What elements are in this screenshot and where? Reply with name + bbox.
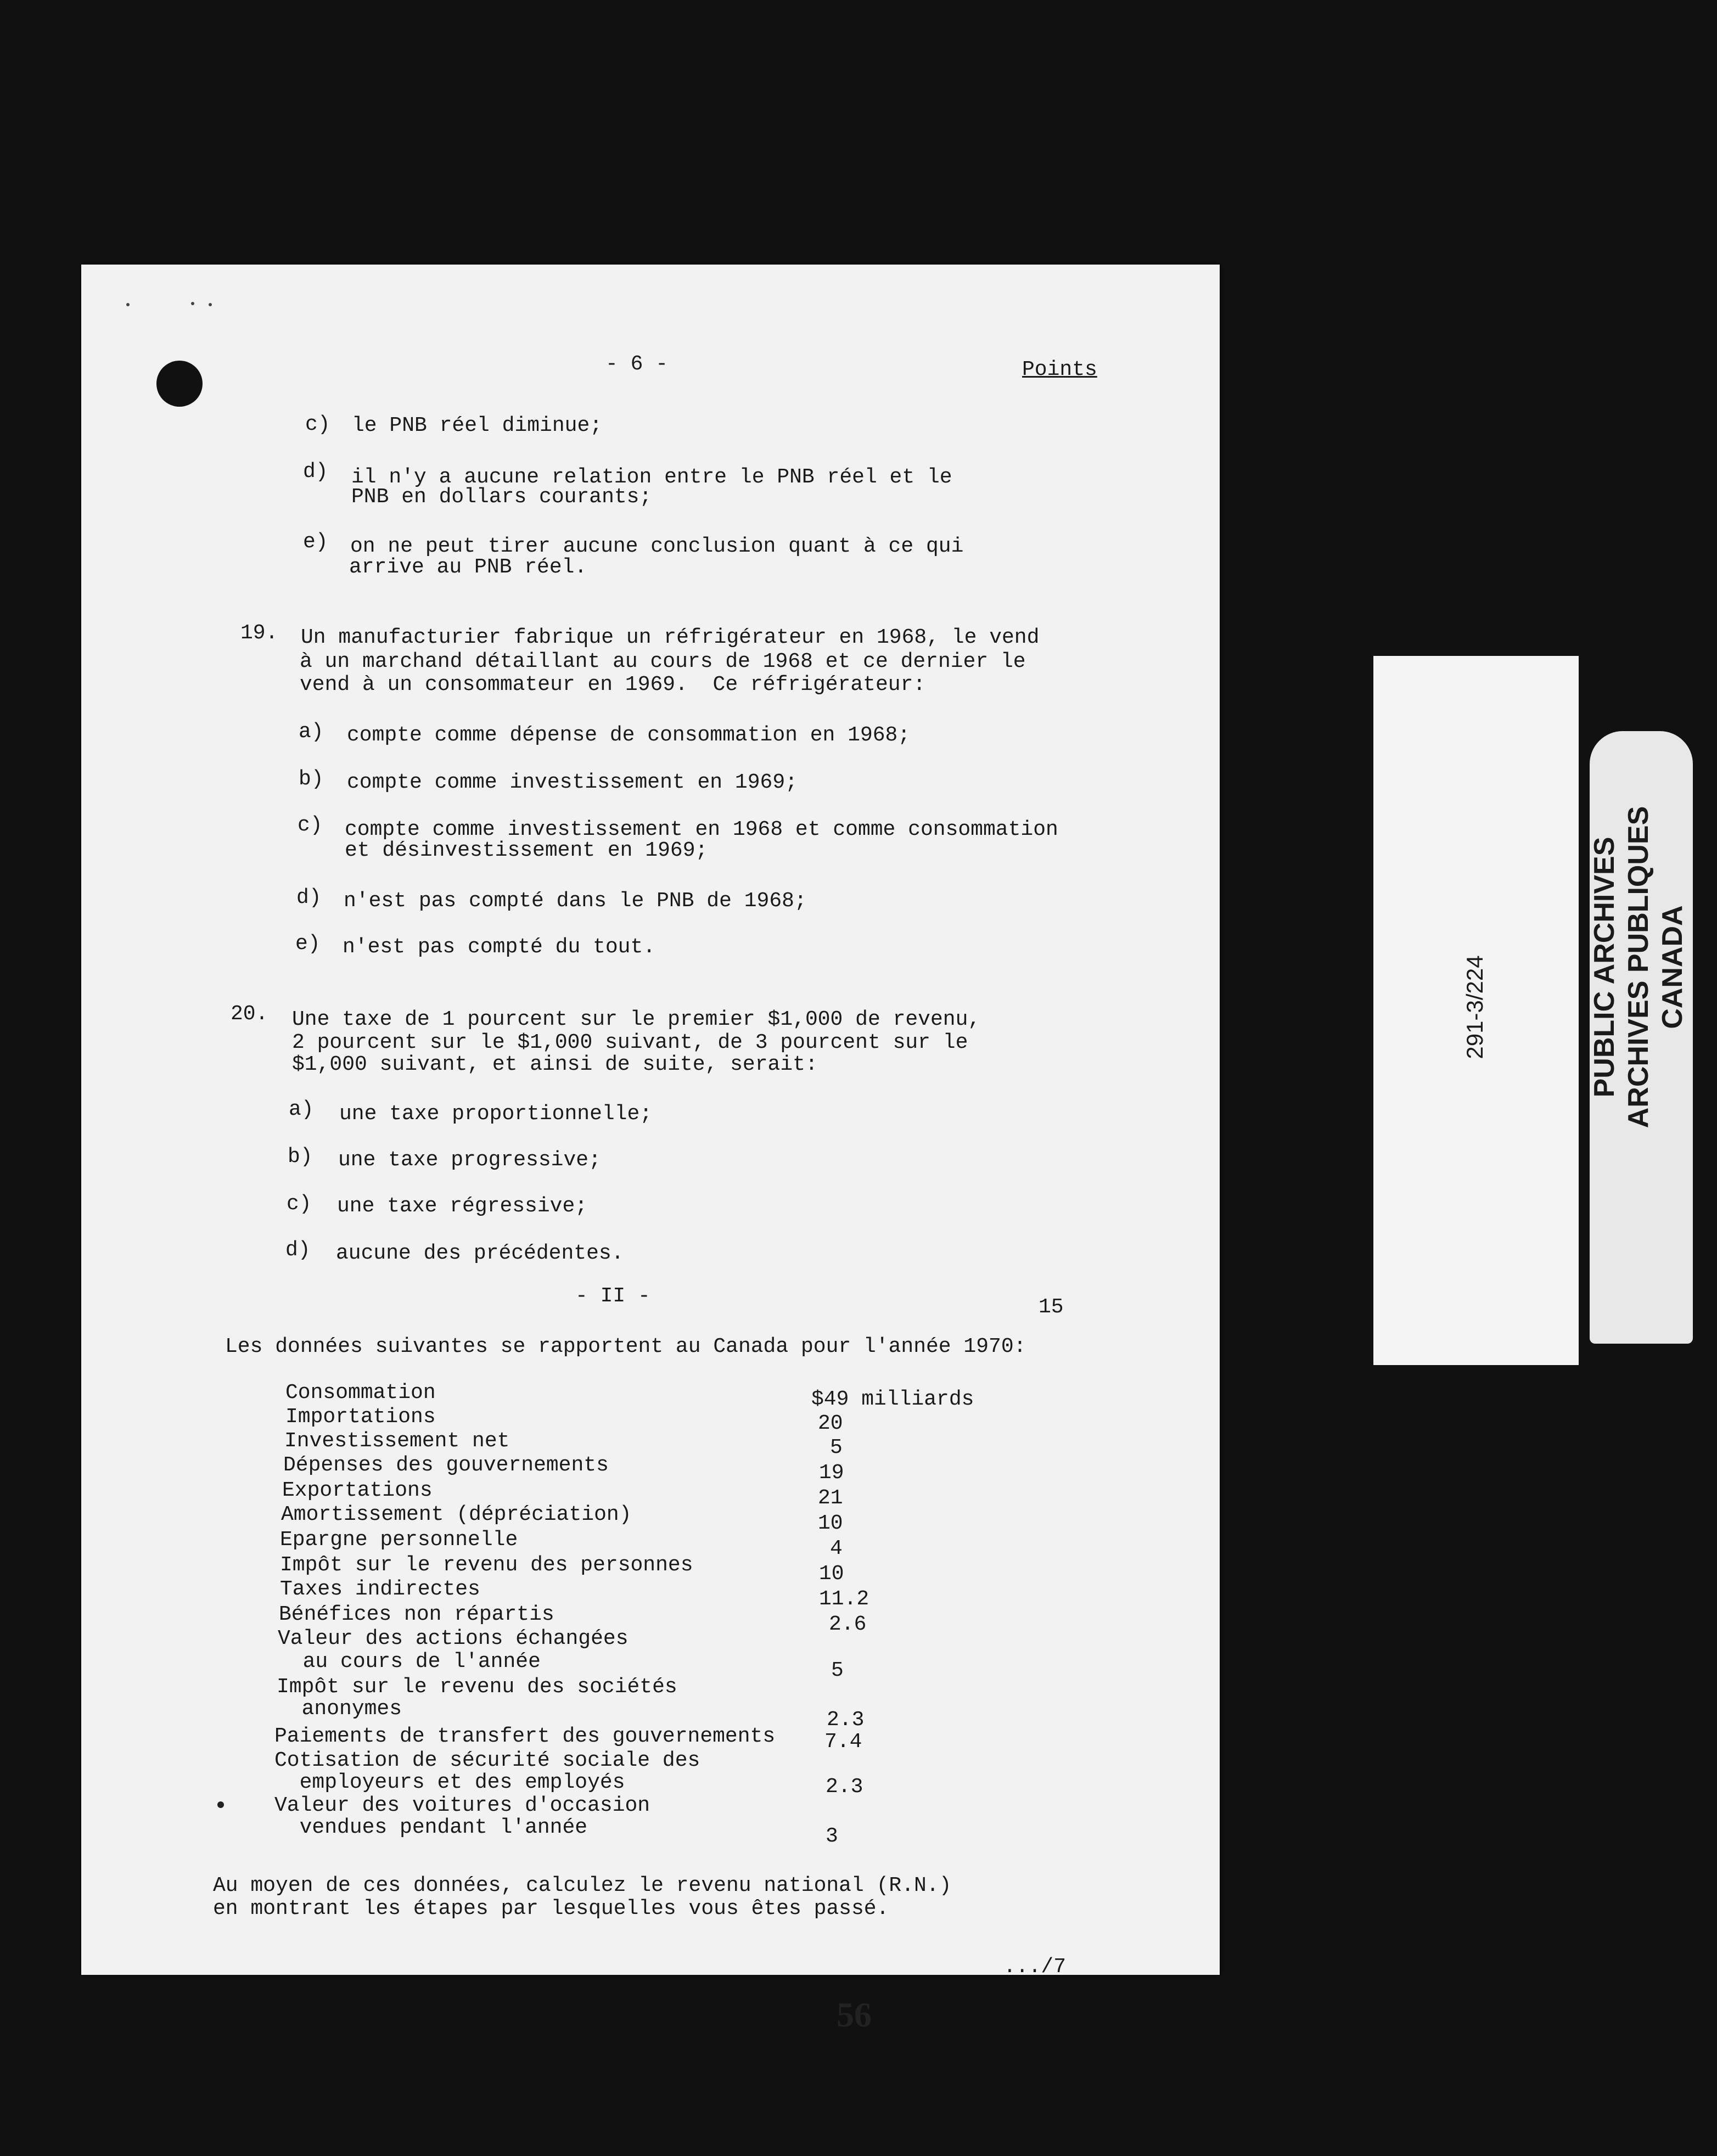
table-row-value: 7.4 <box>824 1730 862 1754</box>
table-row-label: anonymes <box>277 1697 402 1721</box>
table-row-label: Investissement net <box>284 1429 510 1453</box>
table-row-value: 4 <box>830 1537 843 1560</box>
table-row-label: Epargne personnelle <box>280 1528 518 1552</box>
table-row-label: employeurs et des employés <box>274 1771 625 1794</box>
archive-reference-tag <box>1373 656 1579 1365</box>
option-text: n'est pas compté dans le PNB de 1968; <box>344 889 807 913</box>
archive-label-line: CANADA <box>1657 905 1688 1029</box>
table-row-value: 2.6 <box>829 1613 867 1636</box>
table-row-label: vendues pendant l'année <box>274 1816 588 1839</box>
table-row-label: Impôt sur le revenu des sociétés <box>277 1675 677 1699</box>
margin-mark <box>217 1801 224 1808</box>
option-text: on ne peut tirer aucune conclusion quant à ce qui <box>350 535 964 558</box>
section-intro: Les données suivantes se rapportent au Canada pour l'année 1970: <box>225 1335 1026 1358</box>
table-row-value: $49 milliards <box>811 1388 974 1411</box>
option-label: b) <box>288 1145 313 1169</box>
table-row-label: Valeur des actions échangées <box>278 1627 629 1650</box>
section-heading: - II - <box>575 1284 650 1308</box>
option-label: d) <box>303 460 328 484</box>
option-text: n'est pas compté du tout. <box>343 935 656 959</box>
table-row-value: 3 <box>826 1824 838 1848</box>
option-text: compte comme investissement en 1968 et comme consommation <box>345 818 1058 841</box>
option-text: une taxe proportionnelle; <box>339 1102 653 1126</box>
option-label: c) <box>298 813 323 837</box>
table-row-value: 2.3 <box>826 1775 863 1799</box>
option-text: il n'y a aucune relation entre le PNB réel et le <box>351 465 952 489</box>
table-row-label: Importations <box>285 1405 436 1429</box>
speck <box>209 303 212 306</box>
table-row-value: 20 <box>818 1412 843 1435</box>
table-row-value: 5 <box>830 1436 843 1459</box>
question-text: $1,000 suivant, et ainsi de suite, serait: <box>292 1053 818 1076</box>
speck <box>126 303 130 306</box>
table-row-label: Paiements de transfert des gouvernements <box>274 1725 776 1748</box>
option-text: une taxe régressive; <box>337 1194 588 1218</box>
question-number: 19. <box>240 621 278 645</box>
option-label: e) <box>295 932 321 956</box>
document-page <box>81 265 1220 2034</box>
question-text: 2 pourcent sur le $1,000 suivant, de 3 pourcent sur le <box>292 1031 968 1054</box>
table-row-label: Exportations <box>282 1479 433 1502</box>
option-text: et désinvestissement en 1969; <box>345 839 708 862</box>
table-row-label: Cotisation de sécurité sociale des <box>274 1749 700 1772</box>
archive-label-line: ARCHIVES PUBLIQUES <box>1623 806 1654 1128</box>
page-stamp-number: 56 <box>837 1995 872 2034</box>
option-text: compte comme dépense de consommation en 1968; <box>347 723 911 747</box>
option-label: d) <box>285 1238 311 1262</box>
punch-hole <box>156 361 203 407</box>
question-text: à un marchand détaillant au cours de 1968 et ce dernier le <box>300 650 1026 673</box>
option-label: c) <box>305 413 330 436</box>
option-text: le PNB réel diminue; <box>352 414 603 437</box>
option-label: b) <box>299 767 324 791</box>
table-row-value: 2.3 <box>827 1708 865 1732</box>
option-text: une taxe progressive; <box>338 1148 601 1172</box>
question-text: Une taxe de 1 pourcent sur le premier $1,000 de revenu, <box>292 1008 981 1031</box>
speck <box>191 302 194 305</box>
option-text: compte comme investissement en 1969; <box>347 771 798 794</box>
option-text: PNB en dollars courants; <box>351 485 652 509</box>
continuation-mark: .../7 <box>1003 1955 1067 1979</box>
table-row-label: Consommation <box>285 1381 436 1405</box>
option-label: a) <box>299 720 324 744</box>
question-text: vend à un consommateur en 1969. Ce réfrigérateur: <box>300 673 926 697</box>
closing-question: Au moyen de ces données, calculez le revenu national (R.N.) <box>213 1874 952 1897</box>
public-archives-label <box>1590 731 1693 1344</box>
table-row-label: Dépenses des gouvernements <box>283 1453 609 1477</box>
table-row-value: 19 <box>819 1461 844 1485</box>
section-points: 15 <box>1039 1295 1064 1319</box>
option-label: c) <box>287 1192 312 1216</box>
table-row-value: 10 <box>819 1562 844 1586</box>
question-number: 20. <box>231 1002 268 1026</box>
closing-question: en montrant les étapes par lesquelles vous êtes passé. <box>213 1897 889 1921</box>
table-row-value: 10 <box>818 1512 843 1535</box>
page-number: - 6 - <box>605 352 669 376</box>
option-label: d) <box>296 886 322 909</box>
option-label: e) <box>303 530 328 554</box>
option-label: a) <box>289 1098 314 1121</box>
table-row-label: Impôt sur le revenu des personnes <box>280 1553 693 1577</box>
table-row-value: 5 <box>831 1659 844 1682</box>
points-column-header: Points <box>1022 358 1097 381</box>
archive-reference-number: 291-3/224 <box>1462 955 1488 1059</box>
table-row-label: Amortissement (dépréciation) <box>281 1503 632 1526</box>
archive-label-text <box>1587 786 1697 1148</box>
table-row-label: Valeur des voitures d'occasion <box>274 1794 650 1817</box>
table-row-label: au cours de l'année <box>278 1650 541 1674</box>
option-text: aucune des précédentes. <box>336 1242 624 1265</box>
option-text: arrive au PNB réel. <box>349 555 587 579</box>
question-text: Un manufacturier fabrique un réfrigérateur en 1968, le vend <box>301 626 1040 649</box>
table-row-value: 21 <box>818 1486 843 1510</box>
archive-label-line: PUBLIC ARCHIVES <box>1589 836 1620 1098</box>
table-row-value: 11.2 <box>819 1587 869 1611</box>
table-row-label: Taxes indirectes <box>280 1577 480 1601</box>
table-row-label: Bénéfices non répartis <box>279 1603 554 1626</box>
